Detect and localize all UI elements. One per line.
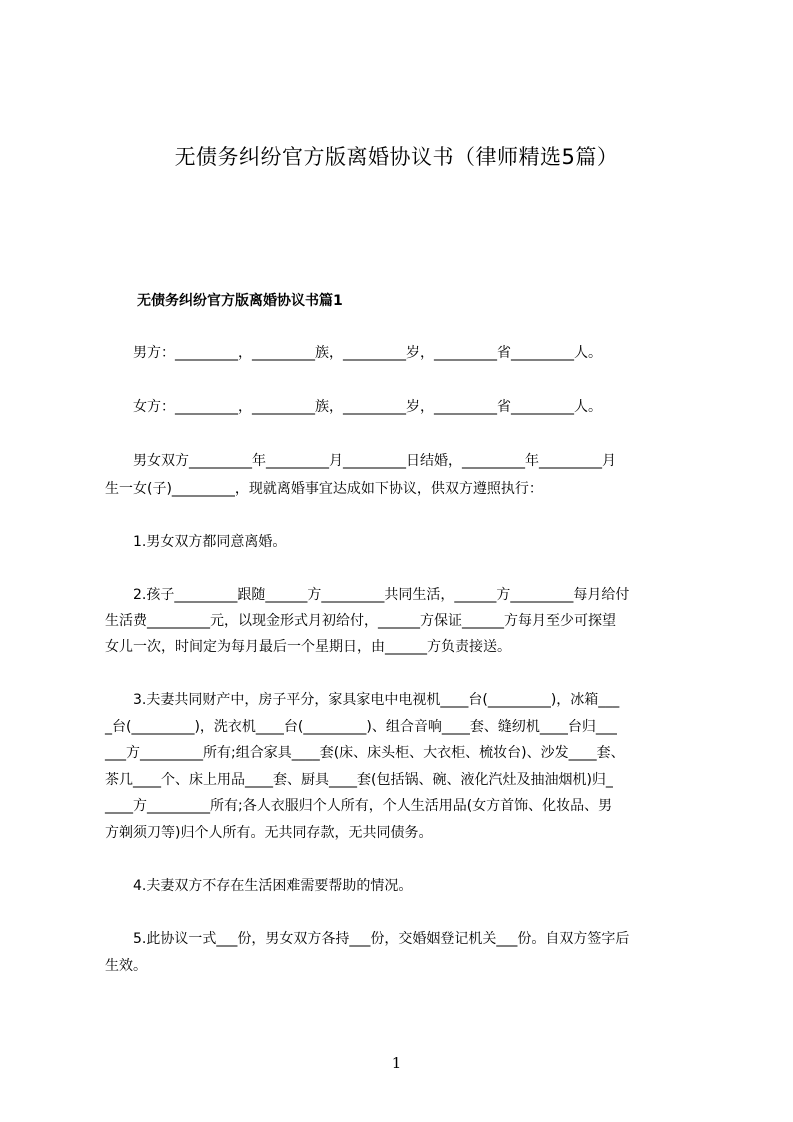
paragraph-line: 5.此协议一式___份，男女双方各持___份，交婚姻登记机关___份。自双方签字后 (105, 931, 630, 947)
paragraph-line: 女方：_________，_________族，_________岁，_________省_________人。 (105, 399, 602, 415)
paragraph-line: 茶几____个、床上用品____套、厨具____套(包括锅、碗、液化汽灶及抽油烟机)归_ (105, 772, 613, 788)
paragraph-line: 生一女(子)_________，现就离婚事宜达成如下协议，供双方遵照执行： (105, 481, 543, 497)
paragraph-line: 1.男女双方都同意离婚。 (105, 534, 287, 550)
paragraph-line: 2.孩子_________跟随______方_________共同生活，______方_________每月给付 (105, 587, 630, 603)
paragraph-line: _台(_________)，洗衣机____台(_________)、组合音响____套、缝纫机____台归___ (105, 719, 617, 735)
paragraph-line: 4.夫妻双方不存在生活困难需要帮助的情况。 (105, 878, 413, 894)
paragraph-line: 生效。 (105, 958, 147, 974)
paragraph-line: 方剃须刀等)归个人所有。无共同存款，无共同债务。 (105, 825, 433, 841)
paragraph-line: 生活费_________元，以现金形式月初给付，______方保证______方每月至少可探望 (105, 613, 616, 629)
paragraph-line: 男方：_________，_________族，_________岁，_________省_________人。 (105, 345, 602, 361)
section-heading: 无债务纠纷官方版离婚协议书篇1 (137, 293, 343, 309)
document-title: 无债务纠纷官方版离婚协议书（律师精选5篇） (174, 145, 619, 169)
paragraph-line: 3.夫妻共同财产中，房子平分，家具家电中电视机____台(_________)，冰箱___ (105, 692, 620, 708)
paragraph-line: ___方_________所有;组合家具____套(床、床头柜、大衣柜、梳妆台)、沙发____套、 (105, 745, 625, 761)
paragraph-line: 女儿一次，时间定为每月最后一个星期日，由______方负责接送。 (105, 639, 511, 655)
page-number: 1 (391, 1054, 402, 1072)
paragraph-line: 男女双方_________年_________月_________日结婚，_________年_________月 (105, 453, 616, 469)
paragraph-line: ____方_________所有;各人衣服归个人所有，个人生活用品(女方首饰、化妆品、男 (105, 798, 613, 814)
